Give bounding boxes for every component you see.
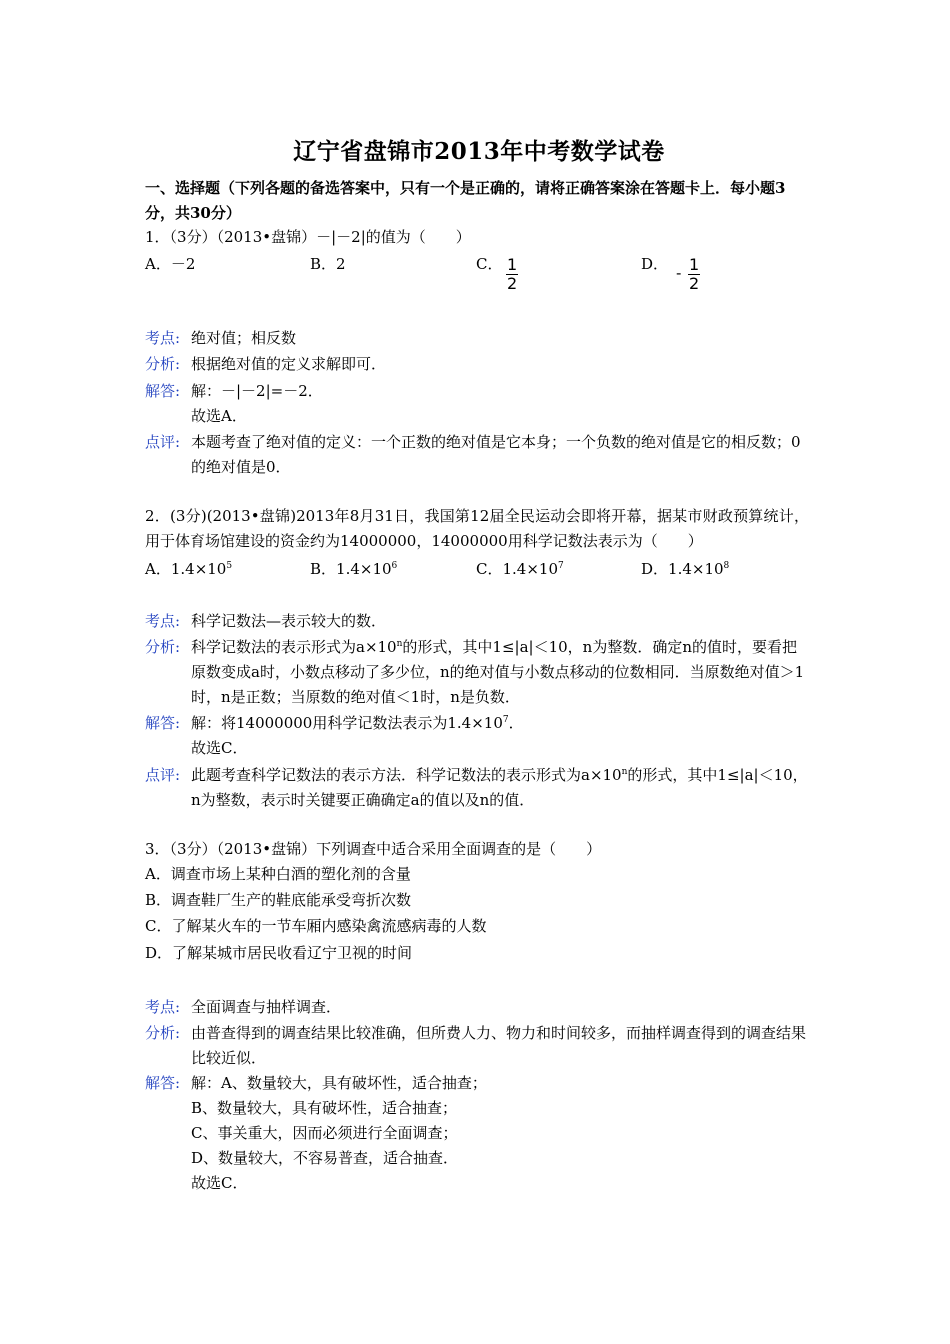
jieda-line: 故选C． (191, 739, 248, 757)
kaodian-label: 考点: (145, 612, 181, 630)
dianping-label: 点评: (145, 766, 181, 784)
option-text: A．1.4×10 (145, 560, 227, 578)
q3-option-c[interactable]: C．了解某火车的一节车厢内感染禽流感病毒的人数 (145, 917, 487, 935)
section-heading: 一、选择题（下列各题的备选答案中，只有一个是正确的，请将正确答案涂在答题卡上．每小题3分，共30分） (145, 179, 786, 222)
jieda-label: 解答: (145, 1074, 181, 1092)
q2-kaodian (145, 609, 809, 634)
jieda-line: 故选A． (191, 407, 247, 425)
jieda-text-part: ． (508, 714, 524, 732)
q1-dianping (145, 430, 809, 480)
dianping-text-part: 的形式，其中1≤|a|＜10，n为整数，表示时关键要正确确定a的值以及n的值． (191, 766, 808, 809)
q3-jieda (145, 1071, 809, 1196)
q1-option-d[interactable] (641, 253, 668, 275)
fraction-numerator: 1 (689, 255, 700, 274)
dianping-text-part: 此题考查科学记数法的表示方法．科学记数法的表示形式为a×10 (191, 766, 622, 784)
fenxi-text-part: 的形式，其中1≤|a|＜10，n为整数．确定n的值时，要看把原数变成a时，小数点移动了多少位，n的绝对值与小数点移动的位数相同．当原数绝对值＞1时，n是正数；当原数的绝对值＜1时，n是负数． (191, 638, 805, 706)
option-text: C．1.4×10 (476, 560, 558, 578)
kaodian-text: 全面调查与抽样调查． (191, 998, 342, 1016)
kaodian-label: 考点: (145, 998, 181, 1016)
q2-option-c[interactable] (476, 558, 564, 580)
option-exponent: 8 (723, 561, 730, 571)
fenxi-text (191, 635, 809, 710)
fraction-numerator: 1 (507, 255, 518, 274)
jieda-text-part: 解：将14000000用科学记数法表示为1.4×10 (191, 714, 503, 732)
q3-fenxi (145, 1021, 809, 1071)
q1-option-a[interactable]: A．－2 (145, 255, 196, 273)
q2-fenxi (145, 635, 809, 710)
q3-option-d[interactable]: D．了解某城市居民收看辽宁卫视的时间 (145, 944, 413, 962)
q1-option-b[interactable]: B．2 (310, 255, 346, 273)
fraction-denominator: 2 (689, 274, 700, 293)
q1-fenxi (145, 352, 809, 377)
q3-option-a[interactable]: A．调查市场上某种白酒的塑化剂的含量 (145, 865, 411, 883)
jieda-line: 解：A、数量较大，具有破坏性，适合抽查； (191, 1074, 487, 1092)
fenxi-text: 由普查得到的调查结果比较准确，但所费人力、物力和时间较多，而抽样调查得到的调查结果比较近似． (191, 1024, 807, 1067)
dianping-label: 点评: (145, 433, 181, 451)
fenxi-label: 分析: (145, 1024, 181, 1042)
q1-jieda (145, 379, 809, 429)
q2-option-b[interactable] (310, 558, 397, 580)
q1-stem: 1．（3分）（2013•盘锦）－|－2|的值为（ ） (145, 228, 471, 246)
jieda-line (191, 711, 809, 736)
q1-kaodian (145, 326, 809, 351)
option-exponent: 6 (391, 561, 398, 571)
q2-option-d[interactable] (641, 558, 729, 580)
option-exponent: 7 (558, 561, 564, 571)
jieda-exponent: 7 (502, 715, 509, 725)
q3-kaodian (145, 995, 809, 1020)
q1-option-c-label: C． (476, 255, 503, 273)
fenxi-text-part: 科学记数法的表示形式为a×10 (191, 638, 397, 656)
q1-option-c[interactable] (476, 253, 502, 275)
q1-option-d-label: D． (641, 255, 669, 273)
fenxi-text: 根据绝对值的定义求解即可． (191, 355, 387, 373)
fraction-denominator: 2 (507, 274, 518, 293)
q2-option-a[interactable] (145, 558, 232, 580)
fenxi-label: 分析: (145, 638, 181, 656)
kaodian-label: 考点: (145, 329, 181, 347)
dianping-exponent: n (621, 767, 628, 777)
kaodian-text: 科学记数法—表示较大的数． (191, 612, 387, 630)
jieda-label: 解答: (145, 714, 181, 732)
fenxi-exponent: n (396, 639, 403, 649)
fenxi-label: 分析: (145, 355, 181, 373)
jieda-line: D、数量较大，不容易普查，适合抽查． (191, 1149, 459, 1167)
dianping-text (191, 763, 809, 813)
q2-jieda (145, 711, 809, 761)
option-text: B．1.4×10 (310, 560, 392, 578)
option-text: D．1.4×10 (641, 560, 724, 578)
jieda-line: B、数量较大，具有破坏性，适合抽查； (191, 1099, 458, 1117)
q2-dianping (145, 763, 809, 813)
q3-stem: 3．（3分）（2013•盘锦）下列调查中适合采用全面调查的是（ ） (145, 840, 602, 858)
kaodian-text: 绝对值；相反数 (191, 329, 297, 347)
dianping-text: 本题考查了绝对值的定义：一个正数的绝对值是它本身；一个负数的绝对值是它的相反数；0的绝对值是0． (191, 433, 801, 476)
q1-option-d-sign: - (676, 264, 682, 282)
page-title: 辽宁省盘锦市2013年中考数学试卷 (293, 138, 665, 165)
jieda-label: 解答: (145, 382, 181, 400)
jieda-line: 故选C． (191, 1174, 248, 1192)
jieda-line: 解：－|－2|=－2． (191, 382, 323, 400)
q2-stem: 2．(3分)(2013•盘锦)2013年8月31日，我国第12届全民运动会即将开幕，据某市财政预算统计，用于体育场馆建设的资金约为14000000，14000000用科学记数法表示为（ ） (145, 507, 809, 550)
q1-option-d-fraction (688, 256, 700, 293)
option-exponent: 5 (226, 561, 233, 571)
jieda-line: C、事关重大，因而必须进行全面调查； (191, 1124, 458, 1142)
q1-option-c-fraction (506, 256, 518, 293)
q3-option-b[interactable]: B．调查鞋厂生产的鞋底能承受弯折次数 (145, 891, 412, 909)
